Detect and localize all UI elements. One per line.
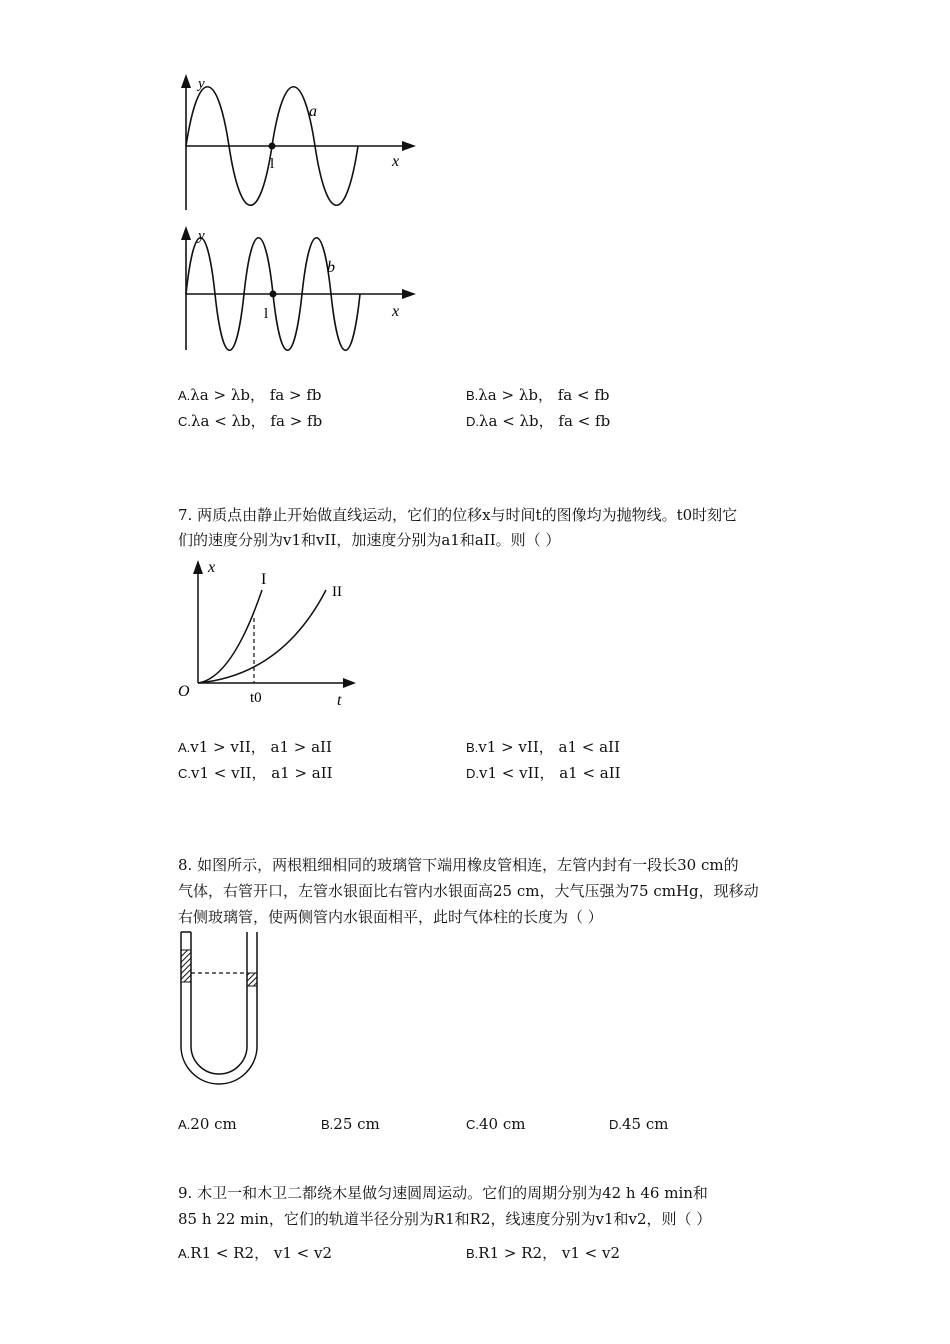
option-text: λa < λb， fa < fb [479,412,611,430]
graph-b-point-label: l [264,306,269,322]
option-text: v1 > vII， a1 > aII [190,738,332,756]
graph-a-curve-label: a [309,103,317,120]
q7-option-d[interactable] [466,766,621,781]
xt-graph-x-label: t [337,692,342,709]
xt-graph-curve2-label: II [332,584,342,600]
q6-option-d[interactable] [466,414,610,429]
option-letter: D. [466,414,479,429]
graph-a-x-label: x [392,153,400,170]
option-letter: A. [178,1117,191,1132]
q8-option-a[interactable] [178,1117,237,1132]
option-letter: B. [321,1117,334,1132]
option-text: R1 > R2， v1 < v2 [478,1244,620,1262]
option-letter: B. [466,740,479,755]
q7-option-b[interactable] [466,740,620,755]
q9-option-a[interactable] [178,1246,332,1261]
xt-graph-curve1-label: I [261,571,267,588]
q8-option-b[interactable] [321,1117,380,1132]
q6-option-a[interactable] [178,388,321,403]
q6-option-b[interactable] [466,388,609,403]
xt-graph-tick-label: t0 [250,690,262,706]
q9-stem-line2: 85 h 22 min，它们的轨道半径分别为R1和R2，线速度分别为v1和v2，则（ ） [178,1210,712,1228]
q7-stem-line1: 7. 两质点由静止开始做直线运动，它们的位移x与时间t的图像均为抛物线。t0时刻它 [178,506,738,524]
q6-option-c[interactable] [178,414,322,429]
option-text: 45 cm [622,1115,669,1133]
option-letter: C. [178,414,191,429]
graph-b-y-label: y [198,228,205,244]
q8-stem-line2: 气体，右管开口，左管水银面比右管内水银面高25 cm，大气压强为75 cmHg，现移动 [178,882,759,900]
option-text: λa > λb， fa > fb [190,386,322,404]
option-letter: A. [178,740,191,755]
option-letter: A. [178,1246,191,1261]
graph-b-x-label: x [392,303,400,320]
wave-graph-b [170,222,430,352]
option-letter: C. [178,766,191,781]
xt-graph [172,550,372,715]
q7-option-c[interactable] [178,766,333,781]
q8-stem-line1: 8. 如图所示，两根粗细相同的玻璃管下端用橡皮管相连，左管内封有一段长30 cm的 [178,856,739,874]
option-text: v1 < vII， a1 < aII [479,764,621,782]
option-text: 25 cm [333,1115,380,1133]
option-text: v1 < vII， a1 > aII [191,764,333,782]
xt-graph-y-label: x [208,559,216,576]
wave-graph-a [170,70,430,215]
graph-a-y-label: y [198,76,205,92]
q9-stem-line1: 9. 木卫一和木卫二都绕木星做匀速圆周运动。它们的周期分别为42 h 46 min和 [178,1184,708,1202]
option-letter: B. [466,1246,479,1261]
graph-a-point-label: l [270,156,275,172]
option-letter: D. [609,1117,622,1132]
option-text: R1 < R2， v1 < v2 [190,1244,332,1262]
q9-option-b[interactable] [466,1246,620,1261]
option-text: λa > λb， fa < fb [478,386,610,404]
option-letter: A. [178,388,191,403]
u-tube-diagram [175,928,270,1090]
option-letter: D. [466,766,479,781]
option-text: 20 cm [190,1115,237,1133]
option-letter: C. [466,1117,479,1132]
q7-stem-line2: 们的速度分别为v1和vII，加速度分别为a1和aII。则（ ） [178,531,561,549]
option-text: v1 > vII， a1 < aII [478,738,620,756]
q8-stem-line3: 右侧玻璃管，使两侧管内水银面相平，此时气体柱的长度为（ ） [178,908,603,926]
q7-option-a[interactable] [178,740,332,755]
graph-b-curve-label: b [327,259,335,276]
option-text: λa < λb， fa > fb [191,412,323,430]
option-text: 40 cm [479,1115,526,1133]
q8-option-d[interactable] [609,1117,668,1132]
q8-option-c[interactable] [466,1117,525,1132]
option-letter: B. [466,388,479,403]
xt-graph-origin-label: O [178,683,190,700]
